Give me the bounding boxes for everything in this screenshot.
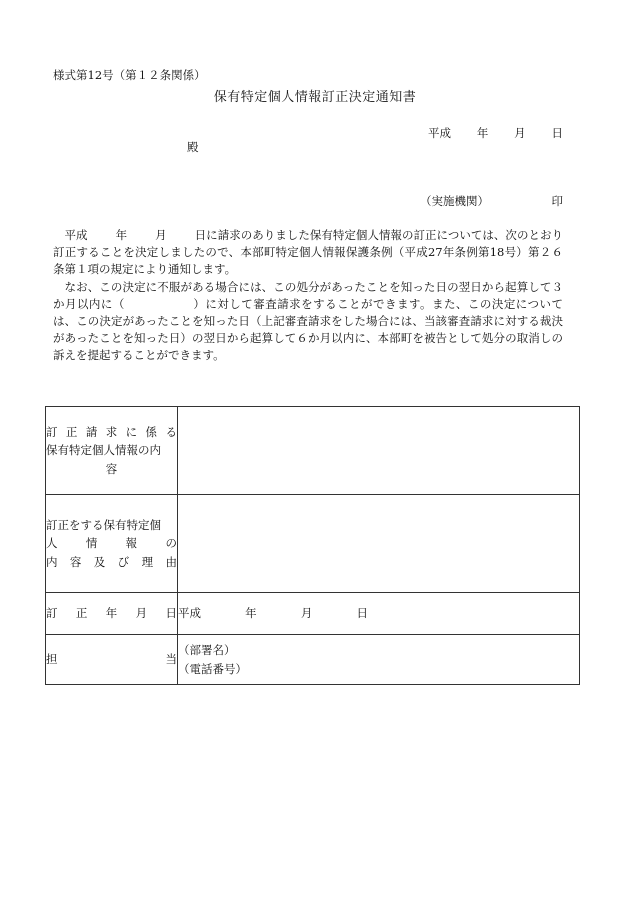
label-line: [46, 553, 177, 572]
notice-date: [428, 125, 563, 141]
table-row-contact: [46, 635, 580, 685]
date-month-unit: 月: [300, 606, 313, 621]
label-char: る: [165, 424, 177, 439]
label-char: の: [165, 536, 177, 551]
label-char: 訂: [46, 606, 58, 621]
form-number: 様式第12号（第１２条関係）: [53, 68, 206, 82]
value-contact: [178, 635, 580, 685]
p2-text-before: なお、この決定に不服がある場合には、この処分があったことを知った日の翌日から起算して３か月以内に（: [53, 279, 563, 311]
label-line: [46, 441, 177, 460]
seal-mark: 印: [551, 194, 563, 208]
label-char: 請: [85, 424, 98, 439]
p1-era: 平成: [64, 228, 88, 242]
label-char: び: [117, 554, 130, 569]
table-row-requested-content: [46, 407, 580, 495]
label-char: 容: [69, 554, 82, 569]
label-char: 訂: [46, 424, 58, 439]
label-line: [46, 460, 177, 479]
phone-label: （電話番号）: [178, 661, 247, 676]
label-char: 報: [125, 536, 138, 551]
notice-body: [53, 227, 563, 365]
label-text: 訂正をする保有特定個: [46, 517, 161, 532]
label-char: 係: [145, 424, 158, 439]
date-day-unit: 日: [356, 606, 368, 621]
date-month-unit: 月: [514, 126, 526, 140]
label-char: 日: [165, 606, 177, 621]
label-line: [46, 650, 177, 669]
label-char: 担: [46, 652, 58, 667]
label-contact: [46, 635, 178, 685]
label-line: [46, 604, 177, 623]
label-char: 当: [165, 652, 177, 667]
label-char: 由: [165, 554, 177, 569]
value-requested-content: [178, 407, 580, 495]
label-char: 及: [93, 554, 106, 569]
label-char: 年: [105, 606, 118, 621]
agency-line: [420, 193, 563, 209]
label-char: 月: [135, 606, 148, 621]
label-char: 求: [105, 424, 118, 439]
date-era: 平成: [178, 606, 201, 621]
label-line: [46, 423, 177, 442]
value-correction-content: [178, 495, 580, 593]
label-correction-content: [46, 495, 178, 593]
date-year-unit: 年: [245, 606, 257, 621]
date-day-unit: 日: [551, 126, 563, 140]
label-line: [46, 534, 177, 553]
label-text: 保有特定個人情報の内: [46, 443, 161, 458]
label-requested-content: [46, 407, 178, 495]
value-correction-date: [178, 593, 580, 635]
p1-month-unit: 月: [155, 228, 167, 242]
label-char: 人: [46, 536, 58, 551]
label-line: [46, 516, 177, 535]
p2-text-after: ）に対して審査請求をすることができます。また、この決定については、この決定があったことを知った日（上記審査請求をした場合には、当該審査請求に対する裁決があったことを知った日）の翌日から起算して６か月以内に、本部町を被告として処分の取消しの訴えを提起することができます。: [53, 296, 564, 363]
department-label: （部署名）: [178, 643, 236, 657]
label-correction-date: [46, 593, 178, 635]
label-char: 正: [75, 606, 88, 621]
label-char: に: [125, 424, 138, 439]
label-char: 正: [65, 424, 78, 439]
p1-year-unit: 年: [115, 228, 128, 242]
label-char: 内: [46, 554, 58, 569]
label-text: 容: [105, 461, 118, 476]
label-char: 情: [85, 536, 98, 551]
date-fields: [178, 604, 368, 623]
body-paragraph-2: [53, 279, 563, 365]
p1-text: 日に請求のありました保有特定個人情報の訂正については、次のとおり訂正することを決定しましたので、本部町特定個人情報保護条例（平成27年条例第18号）第２６条第１項の規定により通知します。: [53, 228, 564, 277]
date-era: 平成: [428, 126, 451, 140]
date-year-unit: 年: [476, 126, 489, 140]
correction-details-table: [45, 406, 580, 685]
body-paragraph-1: [53, 227, 563, 279]
agency-label: （実施機関）: [420, 194, 489, 208]
table-row-correction-content: [46, 495, 580, 593]
document-title: 保有特定個人情報訂正決定通知書: [213, 90, 417, 105]
label-char: 理: [141, 554, 154, 569]
addressee-honorific: 殿: [187, 140, 199, 154]
table-row-correction-date: [46, 593, 580, 635]
